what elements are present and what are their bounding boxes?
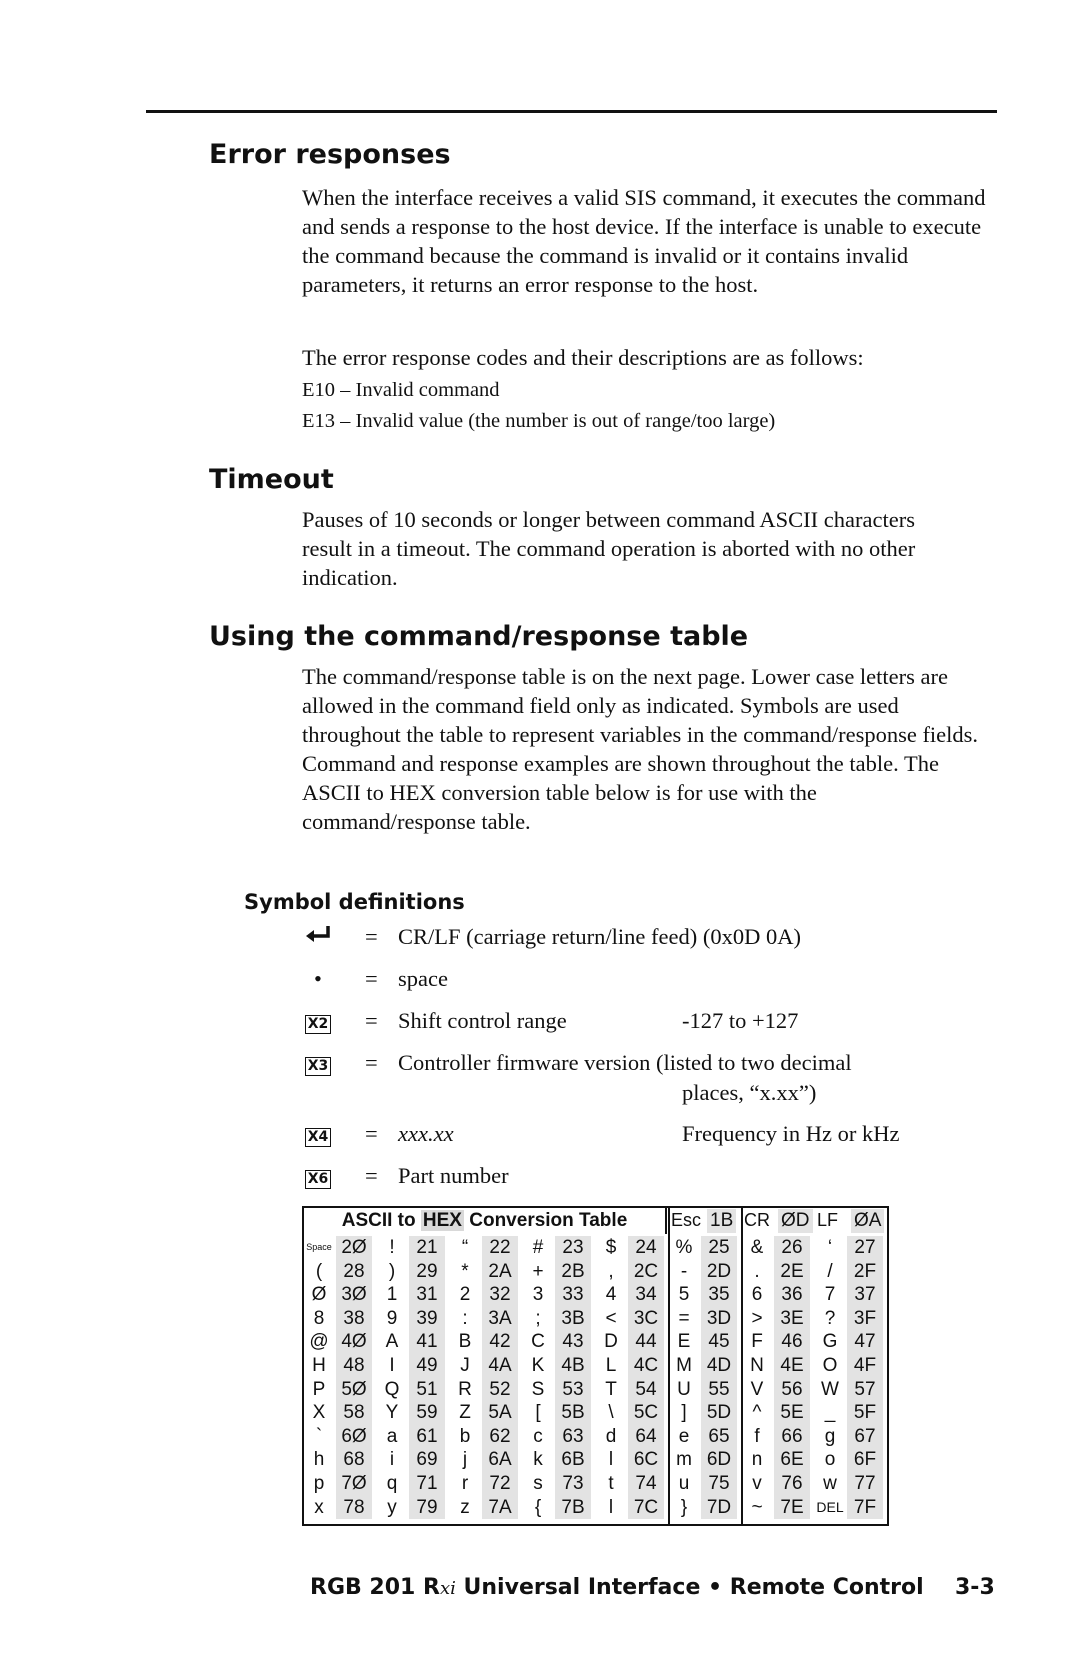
hex-value-cell: 2F bbox=[847, 1260, 883, 1284]
equals-sign: = bbox=[365, 924, 378, 949]
hex-value-cell: 5Ø bbox=[336, 1378, 372, 1402]
hex-value-cell: 24 bbox=[628, 1236, 664, 1260]
symbol-row-x6 bbox=[302, 1161, 1002, 1191]
ascii-char-cell: x bbox=[314, 1496, 324, 1518]
symbol-definition: Part number bbox=[398, 1163, 509, 1188]
equals-sign: = bbox=[365, 966, 378, 991]
ascii-char-cell: M bbox=[676, 1355, 692, 1376]
hex-value-cell: 3A bbox=[482, 1307, 518, 1331]
ascii-char-cell: 6 bbox=[751, 1284, 763, 1306]
hex-value-cell: 23 bbox=[555, 1236, 591, 1260]
hex-value-cell: 67 bbox=[847, 1425, 883, 1449]
command-table-paragraph: The command/response table is on the next page. Lower case letters are allowed in the command field only as indicated. Symbols are used throughout the table to represent variables in the command/response fields. Command and response examples are shown throughout the table. The ASCII to HEX conversion table below is for use with the command/response table. bbox=[302, 664, 979, 834]
table-header-char: Esc bbox=[671, 1210, 702, 1230]
hex-value-cell: 33 bbox=[555, 1283, 591, 1307]
return-arrow-icon bbox=[302, 922, 334, 952]
ascii-char-cell: C bbox=[531, 1331, 545, 1353]
ascii-char-cell: Z bbox=[459, 1402, 471, 1424]
hex-value-cell: 52 bbox=[482, 1378, 518, 1402]
ascii-char-cell: s bbox=[533, 1473, 543, 1494]
hex-value-cell: 57 bbox=[847, 1378, 883, 1402]
ascii-char-cell: f bbox=[754, 1425, 760, 1447]
hex-value-cell: 45 bbox=[701, 1330, 737, 1354]
table-header-hex: ØA bbox=[851, 1209, 884, 1233]
hex-value-cell: 68 bbox=[336, 1448, 372, 1472]
ascii-char-cell: r bbox=[461, 1473, 469, 1494]
ascii-char-cell: c bbox=[533, 1425, 543, 1447]
timeout-paragraph: Pauses of 10 seconds or longer between command ASCII characters result in a timeout. The command operation is aborted with no other indication. bbox=[302, 507, 916, 590]
ascii-char-cell: , bbox=[608, 1260, 614, 1282]
variable-x6-badge: X6 bbox=[305, 1170, 332, 1189]
hex-value-cell: 3Ø bbox=[336, 1283, 372, 1307]
ascii-char-cell: 5 bbox=[678, 1284, 690, 1306]
variable-x3-badge: X3 bbox=[305, 1057, 332, 1076]
ascii-char-cell: u bbox=[678, 1473, 690, 1494]
hex-value-cell: 77 bbox=[847, 1472, 883, 1496]
ascii-char-cell: n bbox=[751, 1449, 763, 1471]
ascii-char-cell: X bbox=[312, 1402, 326, 1424]
hex-value-cell: 5B bbox=[555, 1401, 591, 1425]
hex-value-cell: 7C bbox=[628, 1496, 664, 1520]
variable-x2-badge: X2 bbox=[305, 1015, 332, 1034]
hex-value-cell: 5F bbox=[847, 1401, 883, 1425]
hex-value-cell: 7D bbox=[701, 1496, 737, 1520]
hex-value-cell: 3B bbox=[555, 1307, 591, 1331]
variable-x4-badge: X4 bbox=[305, 1128, 332, 1147]
ascii-char-cell: V bbox=[750, 1378, 764, 1400]
hex-value-cell: 27 bbox=[847, 1236, 883, 1260]
hex-value-cell: 2E bbox=[774, 1260, 810, 1284]
hex-value-cell: 64 bbox=[628, 1425, 664, 1449]
ascii-char-cell: Space bbox=[306, 1242, 332, 1252]
symbol-definition: Controller firmware version (listed to two decimal bbox=[398, 1050, 852, 1075]
ascii-char-cell: ( bbox=[315, 1260, 323, 1282]
equals-sign: = bbox=[365, 1008, 378, 1033]
symbol-row-x3 bbox=[302, 1048, 1002, 1108]
ascii-char-cell: ~ bbox=[751, 1496, 763, 1518]
hex-value-cell: 48 bbox=[336, 1354, 372, 1378]
equals-sign: = bbox=[365, 1163, 378, 1188]
hex-value-cell: 35 bbox=[701, 1283, 737, 1307]
ascii-char-cell: > bbox=[751, 1307, 763, 1329]
ascii-char-cell: g bbox=[824, 1425, 836, 1447]
hex-value-cell: 63 bbox=[555, 1425, 591, 1449]
hex-value-cell: 26 bbox=[774, 1236, 810, 1260]
ascii-char-cell: S bbox=[531, 1378, 545, 1400]
hex-value-cell: 6E bbox=[774, 1448, 810, 1472]
hex-value-cell: 73 bbox=[555, 1472, 591, 1496]
error-code-e10: E10 – Invalid command bbox=[302, 379, 500, 401]
hex-value-cell: 5A bbox=[482, 1401, 518, 1425]
ascii-char-cell: h bbox=[313, 1449, 325, 1471]
ascii-char-cell: p bbox=[313, 1473, 325, 1494]
ascii-char-cell: % bbox=[675, 1237, 693, 1258]
hex-value-cell: 4F bbox=[847, 1354, 883, 1378]
ascii-char-cell: G bbox=[822, 1331, 838, 1353]
ascii-char-cell: q bbox=[386, 1473, 398, 1494]
hex-value-cell: 75 bbox=[701, 1472, 737, 1496]
hex-value-cell: 25 bbox=[701, 1236, 737, 1260]
hex-value-cell: 65 bbox=[701, 1425, 737, 1449]
hex-value-cell: 5E bbox=[774, 1401, 810, 1425]
hex-value-cell: 4B bbox=[555, 1354, 591, 1378]
symbol-extra: Frequency in Hz or kHz bbox=[682, 1121, 900, 1146]
ascii-char-cell: K bbox=[531, 1355, 545, 1376]
hex-value-cell: 3D bbox=[701, 1307, 737, 1331]
ascii-char-cell: O bbox=[822, 1355, 838, 1376]
ascii-char-cell: W bbox=[821, 1378, 839, 1400]
ascii-char-cell: “ bbox=[461, 1237, 469, 1258]
hex-value-cell: 78 bbox=[336, 1496, 372, 1520]
hex-value-cell: 69 bbox=[409, 1448, 445, 1472]
ascii-char-cell: d bbox=[605, 1425, 617, 1447]
hex-value-cell: 74 bbox=[628, 1472, 664, 1496]
ascii-char-cell: N bbox=[750, 1355, 764, 1376]
hex-value-cell: 44 bbox=[628, 1330, 664, 1354]
ascii-hex-conversion-table bbox=[302, 1206, 889, 1526]
hex-value-cell: 6Ø bbox=[336, 1425, 372, 1449]
hex-value-cell: 7Ø bbox=[336, 1472, 372, 1496]
hex-value-cell: 53 bbox=[555, 1378, 591, 1402]
hex-value-cell: 7F bbox=[847, 1496, 883, 1520]
heading-timeout: Timeout bbox=[209, 464, 334, 495]
ascii-char-cell: DEL bbox=[816, 1498, 844, 1515]
hex-value-cell: 72 bbox=[482, 1472, 518, 1496]
hex-value-cell: 38 bbox=[336, 1307, 372, 1331]
symbol-row-x2 bbox=[302, 1006, 1002, 1036]
hex-value-cell: 66 bbox=[774, 1425, 810, 1449]
table-header-char: LF bbox=[817, 1210, 839, 1230]
ascii-char-cell: _ bbox=[824, 1402, 836, 1424]
ascii-char-cell: B bbox=[458, 1331, 472, 1353]
bullet-symbol: • bbox=[314, 966, 322, 991]
hex-value-cell: 28 bbox=[336, 1260, 372, 1284]
hex-value-cell: 2B bbox=[555, 1260, 591, 1284]
ascii-char-cell: ] bbox=[681, 1402, 687, 1424]
ascii-char-cell: m bbox=[676, 1449, 692, 1471]
ascii-char-cell: v bbox=[752, 1473, 762, 1494]
hex-value-cell: 4C bbox=[628, 1354, 664, 1378]
hex-value-cell: 61 bbox=[409, 1425, 445, 1449]
ascii-char-cell: i bbox=[389, 1449, 395, 1471]
ascii-table-title: ASCII to HEX Conversion Table bbox=[304, 1208, 667, 1234]
ascii-char-cell: ; bbox=[535, 1307, 541, 1329]
hex-value-cell: 41 bbox=[409, 1330, 445, 1354]
symbol-definition: Shift control range bbox=[398, 1008, 567, 1033]
ascii-char-cell: @ bbox=[309, 1331, 329, 1353]
hex-value-cell: 5D bbox=[701, 1401, 737, 1425]
hex-value-cell: 7E bbox=[774, 1496, 810, 1520]
hex-value-cell: 2D bbox=[701, 1260, 737, 1284]
error-paragraph: When the interface receives a valid SIS command, it executes the command and sends a response to the host device. If the interface is unable to execute the command because the command is invalid or it contains invalid parameters, it returns an error response to the host. bbox=[302, 185, 986, 297]
ascii-char-cell: { bbox=[534, 1496, 542, 1518]
ascii-char-cell: y bbox=[387, 1496, 397, 1518]
ascii-char-cell: : bbox=[462, 1307, 468, 1329]
error-code-e13: E13 – Invalid value (the number is out of range/too large) bbox=[302, 410, 776, 432]
hex-value-cell: 37 bbox=[847, 1283, 883, 1307]
ascii-char-cell: / bbox=[827, 1260, 833, 1282]
hex-value-cell: 2Ø bbox=[336, 1236, 372, 1260]
ascii-char-cell: 9 bbox=[386, 1307, 398, 1329]
ascii-char-cell: 3 bbox=[532, 1284, 544, 1306]
hex-value-cell: 29 bbox=[409, 1260, 445, 1284]
hex-value-cell: 4A bbox=[482, 1354, 518, 1378]
ascii-char-cell: U bbox=[677, 1378, 691, 1400]
hex-value-cell: 32 bbox=[482, 1283, 518, 1307]
hex-value-cell: 5C bbox=[628, 1401, 664, 1425]
error-codes-intro: The error response codes and their descriptions are as follows: bbox=[302, 345, 864, 370]
hex-value-cell: 3E bbox=[774, 1307, 810, 1331]
ascii-char-cell: ? bbox=[824, 1307, 836, 1329]
top-rule bbox=[146, 110, 997, 113]
ascii-char-cell: & bbox=[750, 1237, 764, 1258]
ascii-char-cell: = bbox=[678, 1307, 690, 1329]
symbol-extra: -127 to +127 bbox=[682, 1008, 799, 1033]
ascii-char-cell: \ bbox=[608, 1402, 614, 1424]
hex-value-cell: 58 bbox=[336, 1401, 372, 1425]
ascii-char-cell: e bbox=[678, 1425, 690, 1447]
ascii-char-cell: ^ bbox=[752, 1402, 762, 1424]
hex-value-cell: 76 bbox=[774, 1472, 810, 1496]
ascii-char-cell: w bbox=[823, 1473, 837, 1494]
symbol-row-space bbox=[302, 964, 1002, 994]
ascii-char-cell: o bbox=[824, 1449, 836, 1471]
table-header-char: CR bbox=[744, 1210, 770, 1230]
equals-sign: = bbox=[365, 1121, 378, 1146]
ascii-char-cell: ‘ bbox=[827, 1237, 833, 1258]
hex-value-cell: 3F bbox=[847, 1307, 883, 1331]
ascii-char-cell: ! bbox=[389, 1237, 395, 1258]
ascii-char-cell: $ bbox=[605, 1237, 617, 1258]
ascii-char-cell: Q bbox=[384, 1378, 400, 1400]
hex-value-cell: 31 bbox=[409, 1283, 445, 1307]
symbol-definition: CR/LF (carriage return/line feed) (0x0D 0A) bbox=[398, 924, 801, 949]
hex-value-cell: 2C bbox=[628, 1260, 664, 1284]
hex-value-cell: 7A bbox=[482, 1496, 518, 1520]
hex-value-cell: 6C bbox=[628, 1448, 664, 1472]
hex-value-cell: 7B bbox=[555, 1496, 591, 1520]
ascii-char-cell: l bbox=[608, 1496, 614, 1518]
ascii-char-cell: # bbox=[532, 1237, 544, 1258]
ascii-char-cell: R bbox=[458, 1378, 472, 1400]
ascii-char-cell: k bbox=[533, 1449, 543, 1471]
ascii-char-cell: j bbox=[462, 1449, 468, 1471]
ascii-char-cell: Y bbox=[385, 1402, 399, 1424]
hex-value-cell: 55 bbox=[701, 1378, 737, 1402]
hex-value-cell: 36 bbox=[774, 1283, 810, 1307]
ascii-char-cell: b bbox=[459, 1425, 471, 1447]
footer-page-number: 3-3 bbox=[955, 1575, 995, 1600]
ascii-char-cell: t bbox=[608, 1473, 614, 1494]
ascii-char-cell: a bbox=[386, 1425, 398, 1447]
hex-value-cell: 22 bbox=[482, 1236, 518, 1260]
hex-value-cell: 56 bbox=[774, 1378, 810, 1402]
hex-value-cell: 2A bbox=[482, 1260, 518, 1284]
ascii-char-cell: Ø bbox=[311, 1284, 327, 1306]
hex-value-cell: 42 bbox=[482, 1330, 518, 1354]
hex-value-cell: 79 bbox=[409, 1496, 445, 1520]
ascii-char-cell: F bbox=[751, 1331, 763, 1353]
ascii-char-cell: J bbox=[460, 1355, 470, 1376]
table-header-hex: 1B bbox=[707, 1209, 736, 1233]
ascii-char-cell: + bbox=[532, 1260, 544, 1282]
hex-value-cell: 49 bbox=[409, 1354, 445, 1378]
symbol-row-x4 bbox=[302, 1119, 1002, 1149]
ascii-char-cell: 7 bbox=[824, 1284, 836, 1306]
hex-value-cell: 71 bbox=[409, 1472, 445, 1496]
ascii-char-cell: z bbox=[460, 1496, 470, 1518]
ascii-char-cell: P bbox=[312, 1378, 326, 1400]
hex-value-cell: 47 bbox=[847, 1330, 883, 1354]
hex-value-cell: 39 bbox=[409, 1307, 445, 1331]
ascii-char-cell: 1 bbox=[386, 1284, 398, 1306]
ascii-char-cell: E bbox=[677, 1331, 691, 1353]
hex-value-cell: 6A bbox=[482, 1448, 518, 1472]
ascii-char-cell: A bbox=[385, 1331, 399, 1353]
hex-value-cell: 54 bbox=[628, 1378, 664, 1402]
hex-value-cell: 59 bbox=[409, 1401, 445, 1425]
symbol-definition: xxx.xx bbox=[398, 1121, 454, 1146]
symbol-row-crlf bbox=[302, 922, 1002, 952]
table-header-hex: ØD bbox=[778, 1209, 813, 1233]
ascii-char-cell: 8 bbox=[313, 1307, 325, 1329]
heading-symbol-definitions: Symbol definitions bbox=[244, 890, 465, 914]
ascii-char-cell: - bbox=[680, 1260, 688, 1282]
ascii-char-cell: [ bbox=[535, 1402, 541, 1424]
ascii-char-cell: H bbox=[312, 1355, 326, 1376]
ascii-char-cell: D bbox=[604, 1331, 618, 1353]
heading-error-responses: Error responses bbox=[209, 139, 451, 170]
hex-value-cell: 4E bbox=[774, 1354, 810, 1378]
ascii-char-cell: < bbox=[605, 1307, 617, 1329]
hex-value-cell: 6D bbox=[701, 1448, 737, 1472]
hex-value-cell: 51 bbox=[409, 1378, 445, 1402]
hex-value-cell: 3C bbox=[628, 1307, 664, 1331]
ascii-char-cell: L bbox=[605, 1355, 617, 1376]
hex-value-cell: 21 bbox=[409, 1236, 445, 1260]
symbol-definition: space bbox=[398, 966, 448, 991]
hex-value-cell: 4Ø bbox=[336, 1330, 372, 1354]
heading-command-table: Using the command/response table bbox=[209, 621, 749, 652]
ascii-char-cell: 2 bbox=[459, 1284, 471, 1306]
ascii-char-cell: ` bbox=[315, 1425, 323, 1447]
hex-value-cell: 46 bbox=[774, 1330, 810, 1354]
footer-title: RGB 201 Rxi Universal Interface • Remote Control bbox=[310, 1575, 924, 1600]
equals-sign: = bbox=[365, 1050, 378, 1075]
ascii-char-cell: 4 bbox=[605, 1284, 617, 1306]
hex-value-cell: 6B bbox=[555, 1448, 591, 1472]
symbol-extra: places, “x.xx”) bbox=[682, 1080, 817, 1105]
ascii-char-cell: * bbox=[461, 1260, 469, 1282]
ascii-char-cell: T bbox=[605, 1378, 617, 1400]
ascii-char-cell: } bbox=[680, 1496, 688, 1518]
hex-value-cell: 62 bbox=[482, 1425, 518, 1449]
hex-value-cell: 34 bbox=[628, 1283, 664, 1307]
ascii-char-cell: ) bbox=[388, 1260, 396, 1282]
ascii-char-cell: I bbox=[389, 1355, 395, 1376]
hex-value-cell: 4D bbox=[701, 1354, 737, 1378]
ascii-char-cell: . bbox=[754, 1260, 760, 1282]
ascii-char-cell: l bbox=[608, 1449, 614, 1471]
hex-value-cell: 43 bbox=[555, 1330, 591, 1354]
hex-value-cell: 6F bbox=[847, 1448, 883, 1472]
